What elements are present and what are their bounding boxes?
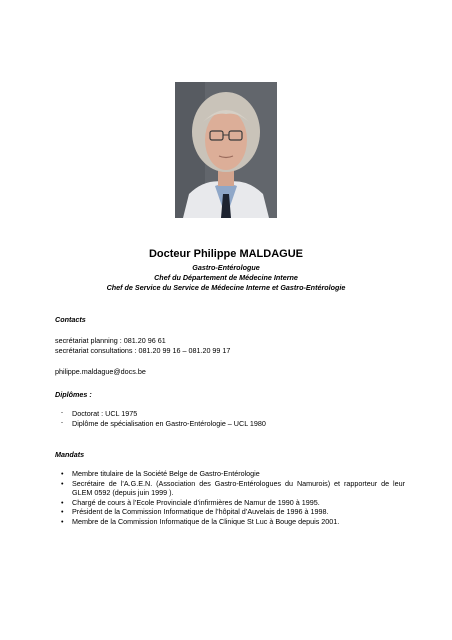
diplomes-list-block <box>55 409 405 428</box>
list-item: • Chargé de cours à l’Ecole Provinciale d’infirmières de Namur de 1990 à 1995. <box>55 498 405 508</box>
list-item: • Secrétaire de l’A.G.E.N. (Association des Gastro-Entérologues du Namurois) et rapporteur de leur GLEM 0592 (depuis juin 1999 ). <box>55 479 405 498</box>
mandats-list-block <box>55 469 405 526</box>
mandats-section <box>55 450 405 460</box>
contacts-email-block <box>55 367 405 377</box>
contacts-section <box>55 315 405 325</box>
contacts-title: Contacts <box>55 315 86 324</box>
contacts-phones <box>55 336 405 355</box>
phone-consultations: secrétariat consultations : 081.20 99 16 – 081.20 99 17 <box>55 345 231 355</box>
list-item: - Doctorat : UCL 1975 <box>55 409 405 419</box>
list-item: • Président de la Commission Informatique de l’hôpital d’Auvelais de 1996 à 1998. <box>55 507 405 517</box>
list-item: • Membre titulaire de la Société Belge de Gastro-Entérologie <box>55 469 405 479</box>
role-service-head: Chef de Service du Service de Médecine Interne et Gastro-Entérologie <box>106 283 346 292</box>
diplomes-section <box>55 390 405 400</box>
portrait-photo <box>175 82 277 218</box>
mandats-list <box>55 469 405 526</box>
diplomes-list <box>55 409 405 428</box>
email-address[interactable]: philippe.maldague@docs.be <box>55 367 146 376</box>
specialty: Gastro-Entérologue <box>192 263 260 272</box>
list-item: - Diplôme de spécialisation en Gastro-Entérologie – UCL 1980 <box>55 419 405 429</box>
phone-planning: secrétariat planning : 081.20 96 61 <box>55 336 166 345</box>
list-item: • Membre de la Commission Informatique de la Clinique St Luc à Bouge depuis 2001. <box>55 517 405 527</box>
diplomes-title: Diplômes : <box>55 390 92 399</box>
doctor-name: Docteur Philippe MALDAGUE <box>148 248 303 260</box>
role-department-head: Chef du Département de Médecine Interne <box>154 273 298 282</box>
mandats-title: Mandats <box>55 450 85 459</box>
